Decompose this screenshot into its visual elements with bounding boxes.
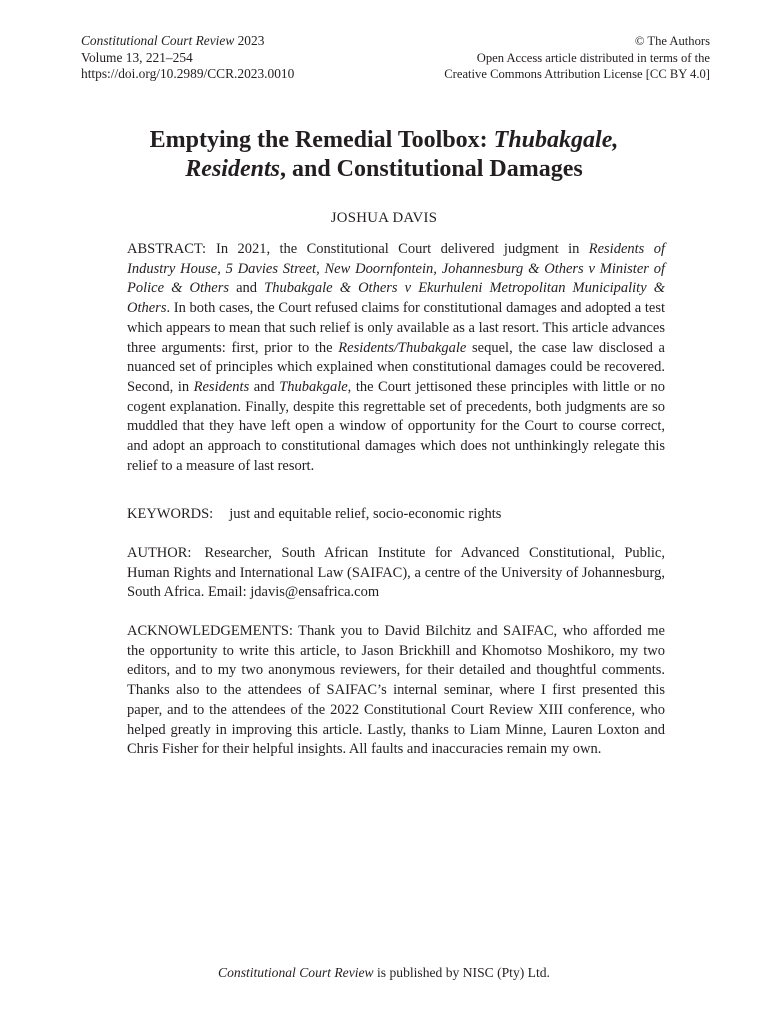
acknowledgements xyxy=(127,622,665,760)
journal-name: Constitutional Court Review xyxy=(81,33,235,48)
article-title xyxy=(81,126,687,184)
title-italic-2: Residents xyxy=(185,156,280,182)
keywords-text: just and equitable relief, socio-economic rights xyxy=(229,506,502,522)
case-name-thubakgale: Thubakgale & Others v Ekurhuleni Metropolitan Municipality & Others xyxy=(127,280,666,317)
abstract-text: sequel, the case law disclosed a nuanced set of principles which explained when constitutional damages could be recovered. Second, in xyxy=(127,339,665,395)
author-name: JOSHUA DAVIS xyxy=(330,210,438,226)
journal-citation xyxy=(81,33,294,50)
journal-info xyxy=(81,33,294,83)
license-info xyxy=(444,33,710,83)
title-italic-1: Thubakgale, xyxy=(493,127,619,153)
case-name-sequel: Residents/Thubakgale xyxy=(338,339,467,356)
author-note-text: Researcher, South African Institute for Advanced Constitutional, Public, Human Rights and International Law (SAIFAC), a centre of the University of Johannesburg, South Africa. Email: jdavis@ensafrica.com xyxy=(127,545,665,601)
abstract-text: . In both cases, the Court refused claims for constitutional damages and adopted a test which appears to mean that such relief is only available as a last resort. This article advances three arguments: first, prior to the xyxy=(127,300,665,356)
license-line-1: Open Access article distributed in terms of the xyxy=(476,50,710,65)
keywords xyxy=(127,505,665,525)
footer-text: is published by NISC (Pty) Ltd. xyxy=(373,965,550,980)
abstract-text: and xyxy=(249,378,280,395)
journal-year: 2023 xyxy=(237,33,265,48)
license-line-2: Creative Commons Attribution License [CC BY 4.0] xyxy=(444,67,710,82)
author-label: AUTHOR: xyxy=(127,545,192,561)
footer-journal-name: Constitutional Court Review xyxy=(218,965,374,980)
case-name-short: Thubakgale xyxy=(279,378,348,395)
keywords-label: KEYWORDS: xyxy=(127,506,214,522)
abstract-text: In 2021, the Constitutional Court delivered judgment in xyxy=(216,241,589,257)
acknowledgements-text: Thank you to David Bilchitz and SAIFAC, who afforded me the opportunity to write this article, to Jason Brickhill and Khomotso Moshikoro, my two editors, and to my two anonymous reviewers, for their detailed and thoughtful comments. Thanks also to the attendees of SAIFAC’s internal seminar, where I first presented this paper, and to the attendees of the 2022 Constitutional Court Review XIII conference, who helped greatly in improving this article. Lastly, thanks to Liam Minne, Lauren Loxton and Chris Fisher for their helpful insights. All faults and inaccuracies remain my own. xyxy=(127,623,665,758)
abstract xyxy=(127,240,665,476)
case-name-residents: Residents of Industry House, 5 Davies Street, New Doornfontein, Johannesburg & Others v Minister of Police & Others xyxy=(127,241,665,297)
case-name-short: Residents xyxy=(193,378,250,395)
title-part-1: Emptying the Remedial Toolbox: xyxy=(149,127,494,153)
publisher-footer xyxy=(0,965,768,981)
abstract-text: , the Court jettisoned these principles with little or no cogent explanation. Finally, despite this regrettable set of precedents, both judgments are so muddled that they have left open a window of opportunity for the Court to course correct, and adopt an approach to constitutional damages which does not unthinkingly relegate this relief to a measure of last resort. xyxy=(127,378,666,474)
journal-volume: Volume 13, 221–254 xyxy=(81,49,193,65)
abstract-text: and xyxy=(229,280,265,297)
abstract-label: ABSTRACT: xyxy=(127,241,207,257)
copyright-notice: © The Authors xyxy=(634,34,710,48)
acknowledgements-label: ACKNOWLEDGEMENTS: xyxy=(127,623,293,639)
title-part-2: , and Constitutional Damages xyxy=(279,156,583,182)
doi-link[interactable]: https://doi.org/10.2989/CCR.2023.0010 xyxy=(81,66,295,82)
author-note xyxy=(127,544,665,603)
